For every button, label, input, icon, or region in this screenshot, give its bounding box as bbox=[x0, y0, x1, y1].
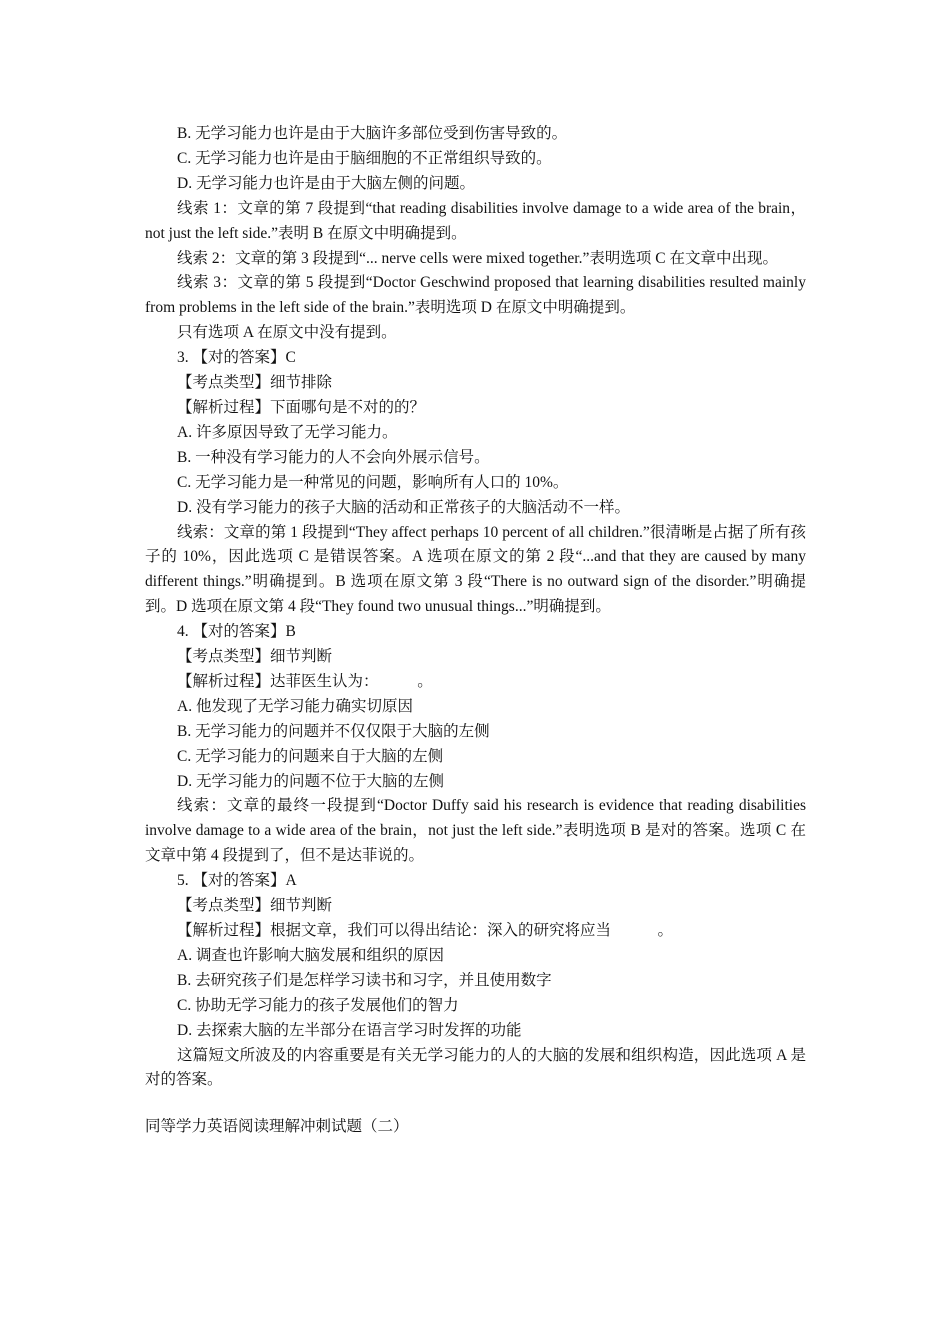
question-3-option-c: C. 无学习能力是一种常见的问题，影响所有人口的 10%。 bbox=[177, 473, 569, 491]
option-d-line: D. 无学习能力也许是由于大脑左侧的问题。 bbox=[177, 174, 475, 192]
clue-1-paragraph: 线索 1：文章的第 7 段提到“that reading disabilities involve damage to a wide area of the brain，not just the left side.”表明 B 在原文中明确提到。 bbox=[145, 199, 806, 242]
section-title: 同等学力英语阅读理解冲刺试题（二） bbox=[145, 1118, 409, 1136]
question-5-conclusion: 这篇短文所波及的内容重要是有关无学习能力的人的大脑的发展和组织构造，因此选项 A 是对的答案。 bbox=[145, 1046, 806, 1089]
answer-3-heading: 3. 【对的答案】C bbox=[177, 349, 296, 367]
question-5-analysis: 【解析过程】根据文章，我们可以得出结论：深入的研究将应当 。 bbox=[177, 922, 674, 939]
question-3-type: 【考点类型】细节排除 bbox=[177, 374, 333, 392]
clue-3-paragraph: 线索 3：文章的第 5 段提到“Doctor Geschwind proposed that learning disabilities resulted mainly from problems in the left side of the brain.”表明选项 D 在原文中明确提到。 bbox=[145, 274, 806, 317]
question-3-option-a: A. 许多原因导致了无学习能力。 bbox=[177, 423, 398, 441]
question-4-option-d: D. 无学习能力的问题不位于大脑的左侧 bbox=[177, 772, 444, 790]
question-4-option-c: C. 无学习能力的问题来自于大脑的左侧 bbox=[177, 747, 444, 765]
question-3-option-d: D. 没有学习能力的孩子大脑的活动和正常孩子的大脑活动不一样。 bbox=[177, 498, 630, 516]
answer-5-heading: 5. 【对的答案】A bbox=[177, 872, 297, 890]
section-spacer bbox=[145, 1093, 806, 1115]
question-5-option-a: A. 调查也许影响大脑发展和组织的原因 bbox=[177, 946, 444, 964]
question-3-analysis: 【解析过程】下面哪句是不对的的？ bbox=[177, 398, 426, 416]
question-3-option-b: B. 一种没有学习能力的人不会向外展示信号。 bbox=[177, 448, 490, 466]
option-c-line: C. 无学习能力也许是由于脑细胞的不正常组织导致的。 bbox=[177, 149, 552, 167]
question-5-type: 【考点类型】细节判断 bbox=[177, 897, 333, 915]
answer-4-heading: 4. 【对的答案】B bbox=[177, 623, 296, 641]
question-4-type: 【考点类型】细节判断 bbox=[177, 648, 333, 666]
clue-2-paragraph: 线索 2：文章的第 3 段提到“... nerve cells were mixed together.”表明选项 C 在文章中出现。 bbox=[177, 249, 778, 267]
question-5-option-d: D. 去探索大脑的左半部分在语言学习时发挥的功能 bbox=[177, 1021, 522, 1039]
conclusion-line: 只有选项 A 在原文中没有提到。 bbox=[177, 324, 397, 342]
question-5-option-c: C. 协助无学习能力的孩子发展他们的智力 bbox=[177, 996, 459, 1014]
question-3-clue: 线索：文章的第 1 段提到“They affect perhaps 10 percent of all children.”很清晰是占据了所有孩子的 10%，因此选项 C 是错误答案。A 选项在原文的第 2 段“...and that they are caused by many different things.”明确提到。B 选项在原文第 3 段“There is no outward sign of the disorder.”明确提到。D 选项在原文第 4 段“They found two unusual things...”明确提到。 bbox=[145, 523, 806, 616]
question-4-analysis: 【解析过程】达菲医生认为： 。 bbox=[177, 672, 433, 690]
question-5-option-b: B. 去研究孩子们是怎样学习读书和习字，并且使用数字 bbox=[177, 971, 552, 989]
document-page bbox=[145, 122, 806, 1140]
option-b-line: B. 无学习能力也许是由于大脑许多部位受到伤害导致的。 bbox=[177, 125, 568, 142]
question-4-option-a: A. 他发现了无学习能力确实切原因 bbox=[177, 697, 413, 715]
question-4-clue: 线索：文章的最终一段提到“Doctor Duffy said his research is evidence that reading disabilities involve damage to a wide area of the brain，not just the left side.”表明选项 B 是对的答案。选项 C 在文章中第 4 段提到了，但不是达菲说的。 bbox=[145, 797, 806, 865]
question-4-option-b: B. 无学习能力的问题并不仅仅限于大脑的左侧 bbox=[177, 722, 490, 740]
